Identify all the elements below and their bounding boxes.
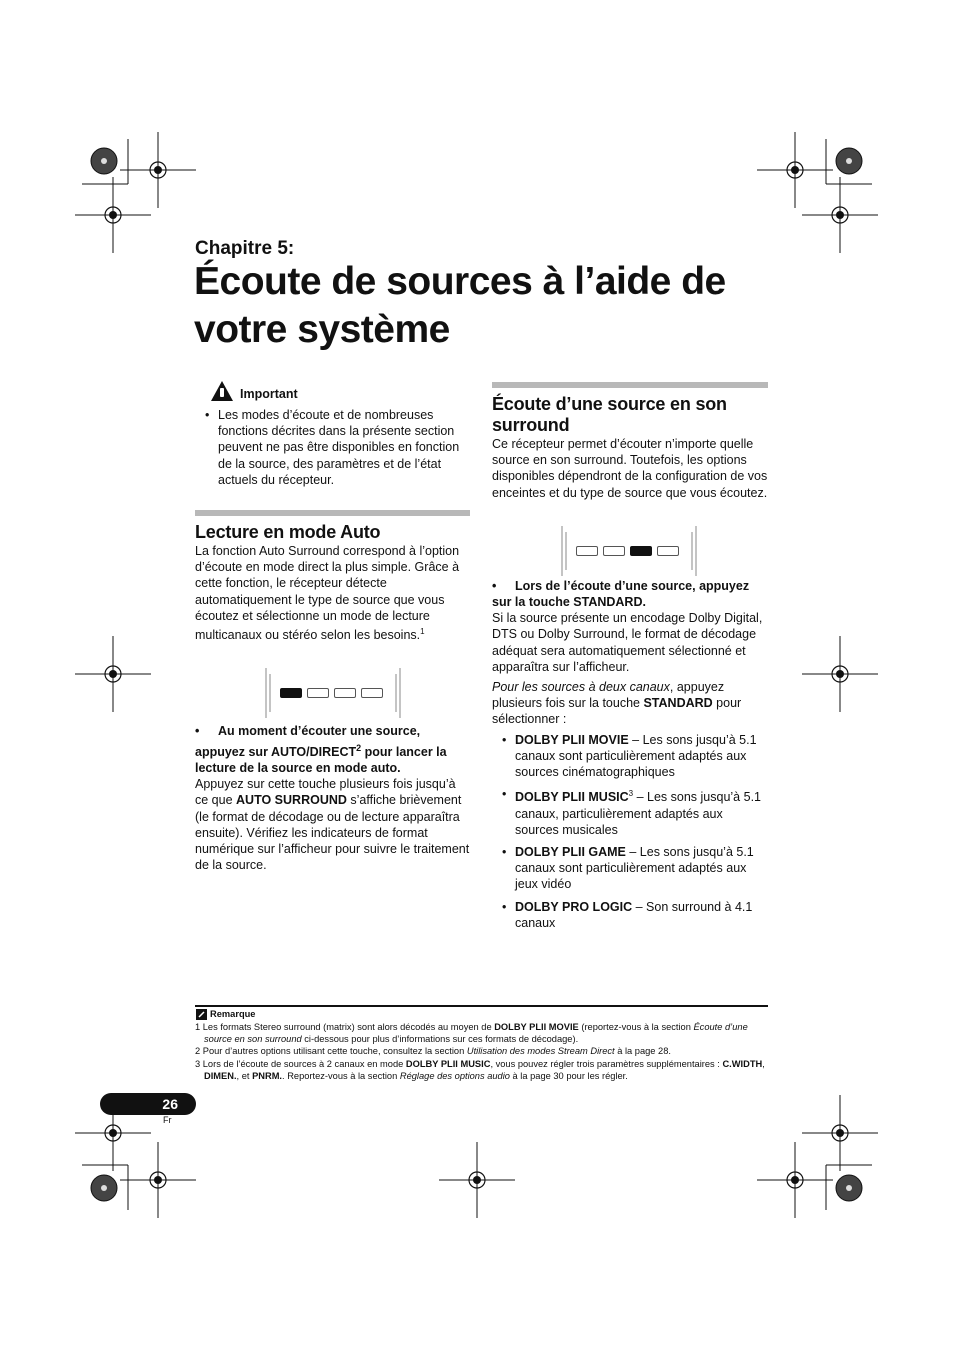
panel-button bbox=[657, 546, 679, 556]
panel-button bbox=[307, 688, 329, 698]
panel-button bbox=[334, 688, 356, 698]
page-title: Écoute de sources à l’aide de votre système bbox=[194, 260, 726, 351]
list-item: • DOLBY PRO LOGIC – Son surround à 4.1 canaux bbox=[492, 899, 768, 931]
section-heading-auto: Lecture en mode Auto bbox=[195, 522, 381, 543]
section-divider bbox=[492, 382, 768, 388]
front-panel-diagram bbox=[264, 668, 404, 718]
footnote-3: 3 Lors de l’écoute de sources à 2 canaux en mode DOLBY PLII MUSIC, vous pouvez régler trois paramètres supplémentaires : C.WIDTH, DIMEN., et PNRM.. Reportez-vous à la section Réglage des options audio à la page 30 pour les régler. bbox=[195, 1058, 765, 1081]
language-label: Fr bbox=[163, 1115, 172, 1125]
auto-step: • Au moment d’écouter une source, appuyez sur AUTO/DIRECT$^2$ pour lancer la lecture de la source en mode auto. Appuyez sur cette touche plusieurs fois jusqu’à ce que AUTO SURROUND s’affiche brièvement (le format de décodage ou de lecture apparaîtra ensuite). Vérifiez les indicateurs de format numérique sur l’afficheur pour suivre le traitement de la source. bbox=[195, 724, 470, 873]
footnote-2: 2 Pour d’autres options utilisant cette touche, consultez la section Utilisation des modes Stream Direct à la page 28. bbox=[195, 1046, 671, 1057]
important-list: • Les modes d’écoute et de nombreuses fonctions décrites dans la présente section peuvent ne pas être disponibles en fonction de la source, des paramètres et de l’état actuels du récepteur. bbox=[195, 407, 470, 488]
surround-body2: Pour les sources à deux canaux, appuyez plusieurs fois sur la touche STANDARD pour sélectionner : bbox=[492, 680, 742, 727]
panel-buttons bbox=[576, 546, 679, 556]
important-heading: Important bbox=[195, 380, 470, 404]
front-panel-diagram bbox=[560, 526, 700, 576]
section-heading-surround: Écoute d’une source en son surround bbox=[492, 394, 727, 435]
panel-button bbox=[576, 546, 598, 556]
surround-body1: Si la source présente un encodage Dolby Digital, DTS ou Dolby Surround, le format de décodage adéquat sera automatiquement sélectionné et apparaîtra sur l’afficheur. bbox=[492, 611, 763, 674]
listening-mode-list bbox=[492, 732, 768, 931]
notes-heading: Remarque bbox=[195, 1008, 768, 1021]
right-column bbox=[492, 382, 768, 937]
footnotes bbox=[195, 1005, 768, 1082]
panel-buttons bbox=[280, 688, 383, 698]
list-item: • DOLBY PLII GAME – Les sons jusqu’à 5.1 canaux sont particulièrement adaptés aux jeux vidéo bbox=[492, 844, 768, 893]
surround-intro: Ce récepteur permet d’écouter n’importe quelle source en son surround. Toutefois, les options disponibles dépendront de la configuration de vos enceintes et du type de source que vous écoutez. bbox=[492, 437, 768, 500]
warning-hand-icon bbox=[210, 380, 234, 402]
list-item: • DOLBY PLII MUSIC$^3$ – Les sons jusqu’à 5.1 canaux, particulièrement adaptés aux sources musicales bbox=[492, 786, 768, 838]
note-pencil-icon bbox=[196, 1009, 207, 1020]
auto-direct-button bbox=[280, 688, 302, 698]
surround-step: • Lors de l’écoute d’une source, appuyez sur la touche STANDARD. Si la source présente un encodage Dolby Digital, DTS ou Dolby Surround, le format de décodage adéquat sera automatiquement sélectionné et apparaîtra sur l’afficheur. Pour les sources à deux canaux, appuyez plusieurs fois sur la touche STANDARD pour sélectionner : • DOLBY PLII MOVIE – Les sons jusqu’à 5.1 canaux sont particulièrement adaptés aux sources cinématographiques • DOLBY PLII MUSIC$^3$ – Les sons jusqu’à 5.1 canaux, particulièrement adaptés aux sources musicales • DOLBY PLII GAME – Les sons jusqu’à 5.1 canaux sont particulièrement adaptés aux jeux vidéo • DOLBY PRO LOGIC – Son surround à 4.1 canaux bbox=[492, 578, 768, 931]
auto-intro: La fonction Auto Surround correspond à l’option d’écoute en mode direct la plus simple. Grâce à cette fonction, le récepteur détecte automatiquement le type de source que vous écoutez et sélectionne un mode de lecture multicanaux ou stéréo selon les besoins.$^1$ bbox=[195, 544, 460, 643]
standard-button bbox=[630, 546, 652, 556]
page-number-badge: 26 bbox=[100, 1093, 196, 1115]
panel-button bbox=[361, 688, 383, 698]
footnote-1: 1 Les formats Stereo surround (matrix) sont alors décodés au moyen de DOLBY PLII MOVIE (reportez-vous à la section Écoute d’une source en son surround ci-dessous pour plus d’informations sur ces formats de décodage). bbox=[195, 1022, 748, 1045]
chapter-label: Chapitre 5: bbox=[195, 238, 295, 259]
auto-step-body: Appuyez sur cette touche plusieurs fois jusqu’à ce que AUTO SURROUND s’affiche brièvement (le format de décodage ou de lecture apparaîtra ensuite). Vérifiez les indicateurs de format numérique sur l’afficheur pour suivre le traitement de la source. bbox=[195, 777, 470, 873]
list-item: • DOLBY PLII MOVIE – Les sons jusqu’à 5.1 canaux sont particulièrement adaptés aux sources cinématographiques bbox=[492, 732, 768, 781]
section-divider bbox=[195, 510, 470, 516]
panel-button bbox=[603, 546, 625, 556]
left-column bbox=[195, 380, 470, 873]
